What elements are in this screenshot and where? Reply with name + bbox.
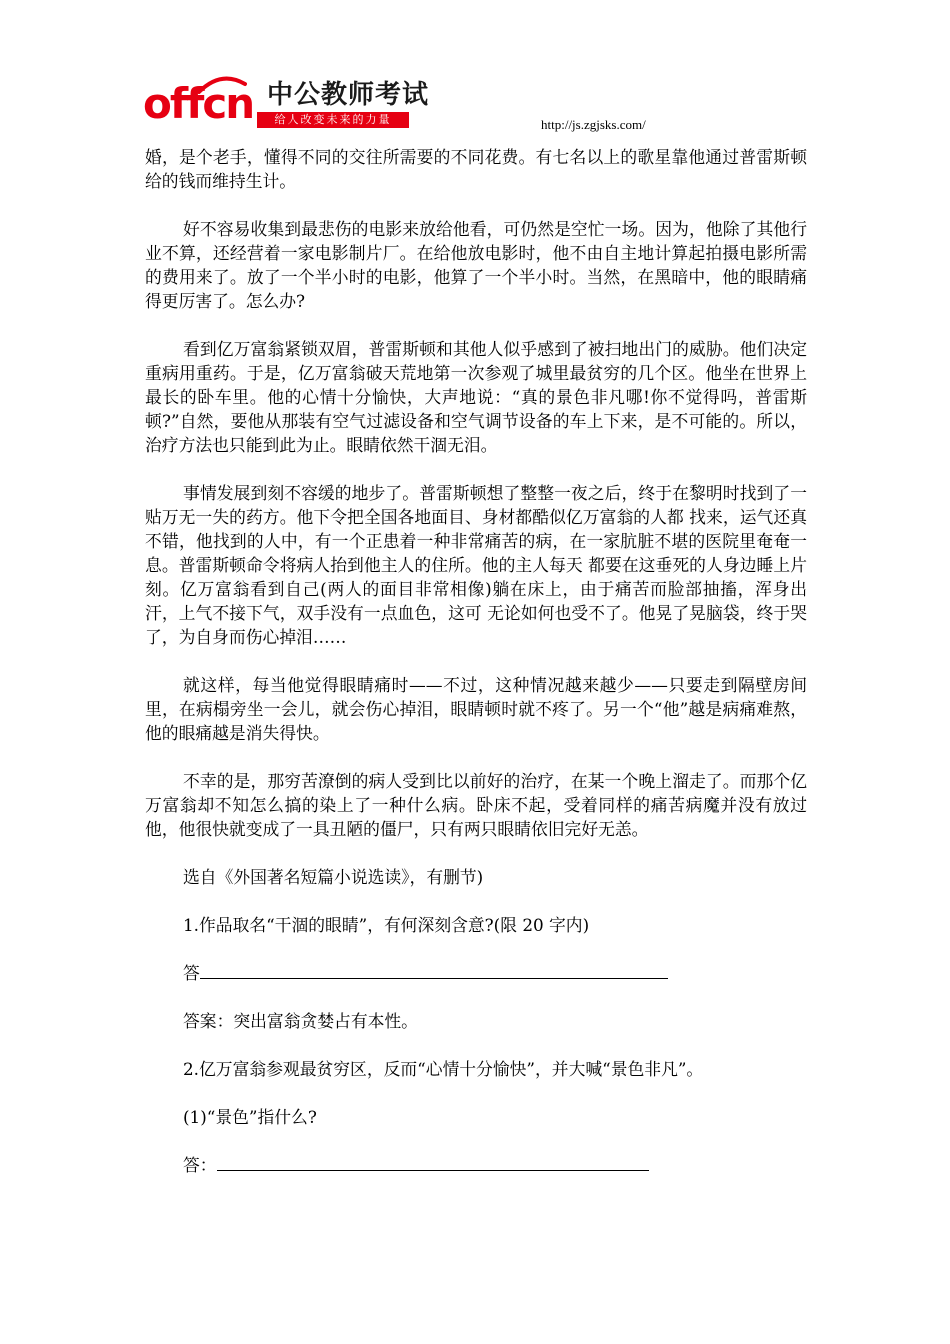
answer-blank[interactable] (217, 1154, 649, 1171)
answer-line-1 (145, 961, 807, 985)
source-note: 选自《外国著名短篇小说选读》，有删节) (183, 867, 484, 887)
header-url: http://js.zgjsks.com/ (541, 117, 646, 132)
logo-title: 中公教师考试 (267, 80, 430, 110)
answer-blank[interactable] (200, 962, 668, 979)
logo-wordmark: offcn (143, 79, 254, 128)
paragraph: 好不容易收集到最悲伤的电影来放给他看，可仍然是空忙一场。因为，他除了其他行业不算，还经营着一家电影制片厂。在给他放电影时，他不由自主地计算起拍摄电影所需的费用来了。放了一个半小时的电影，他算了一个半小时。当然，在黑暗中，他的眼睛痛得更厉害了。怎么办? (145, 219, 807, 311)
question-2-1: (1)“景色”指什么? (183, 1107, 317, 1127)
question-2: 2.亿万富翁参观最贫穷区，反而“心情十分愉快”，并大喊“景色非凡”。 (183, 1059, 704, 1079)
answer-label: 答 (183, 963, 200, 983)
document-body (145, 145, 807, 1201)
answer-line-2 (145, 1153, 807, 1177)
logo-slogan: 给人改变未来的力量 (257, 112, 409, 128)
paragraph: 看到亿万富翁紧锁双眉，普雷斯顿和其他人似乎感到了被扫地出门的威胁。他们决定重病用重药。于是，亿万富翁破天荒地第一次参观了城里最贫穷的几个区。他坐在世界上最长的卧车里。他的心情十分愉快，大声地说：“真的景色非凡哪!你不觉得吗，普雷斯顿?”自然，要他从那装有空气过滤设备和空气调节设备的车上下来，是不可能的。所以，治疗方法也只能到此为止。眼睛依然干涸无泪。 (145, 339, 807, 455)
offcn-logo (143, 74, 430, 132)
answer-label: 答： (183, 1155, 217, 1175)
question-1: 1.作品取名“干涸的眼睛”，有何深刻含意?(限 20 字内) (183, 915, 590, 935)
paragraph: 就这样，每当他觉得眼睛痛时——不过，这种情况越来越少——只要走到隔壁房间里，在病榻旁坐一会儿，就会伤心掉泪，眼睛顿时就不疼了。另一个“他”越是病痛难熬，他的眼痛越是消失得快。 (145, 675, 807, 743)
paragraph: 婚，是个老手，懂得不同的交往所需要的不同花费。有七名以上的歌星靠他通过普雷斯顿给的钱而维持生计。 (145, 147, 807, 191)
paragraph: 不幸的是，那穷苦潦倒的病人受到比以前好的治疗，在某一个晚上溜走了。而那个亿万富翁却不知怎么搞的染上了一种什么病。卧床不起，受着同样的痛苦病魔并没有放过他，他很快就变成了一具丑陋的僵尸，只有两只眼睛依旧完好无恙。 (145, 771, 807, 839)
answer-1: 答案：突出富翁贪婪占有本性。 (183, 1011, 418, 1031)
paragraph: 事情发展到刻不容缓的地步了。普雷斯顿想了整整一夜之后，终于在黎明时找到了一贴万无一失的药方。他下令把全国各地面目、身材都酷似亿万富翁的人都 找来，运气还真不错，他找到的人中，有一个正患着一种非常痛苦的病，在一家肮脏不堪的医院里奄奄一息。普雷斯顿命令将病人抬到他主人的住所。他的主人每天 都要在这垂死的人身边睡上片刻。亿万富翁看到自己(两人的面目非常相像)躺在床上，由于痛苦而脸部抽搐，浑身出汗，上气不接下气，双手没有一点血色，这可 无论如何也受不了。他晃了晃脑袋，终于哭了，为自身而伤心掉泪…… (145, 483, 807, 647)
